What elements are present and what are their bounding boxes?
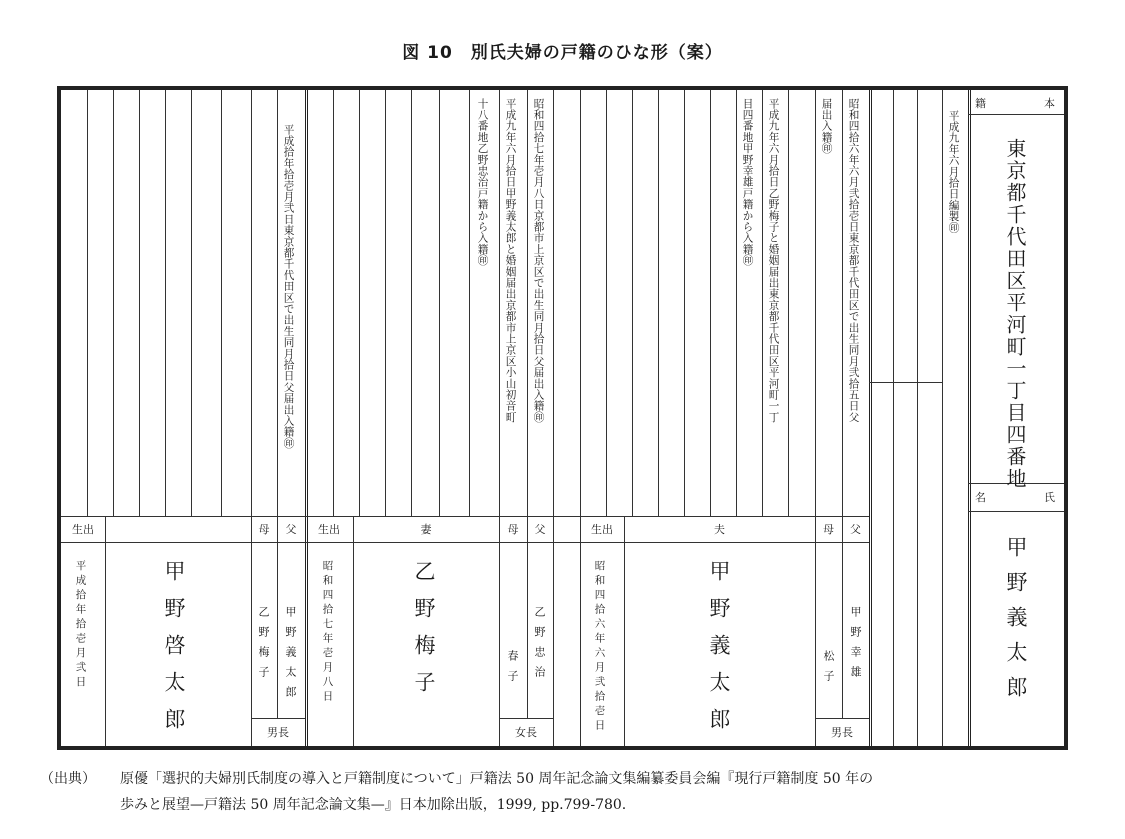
section-divider bbox=[869, 90, 872, 746]
wife-mother-label: 母 bbox=[507, 523, 519, 536]
husband-father-name: 甲野幸雄 bbox=[849, 606, 862, 686]
husband-mother-name: 松子 bbox=[822, 650, 835, 690]
child-birth-label: 生出 bbox=[72, 523, 94, 536]
honseki-label-left: 籍 bbox=[975, 97, 986, 110]
honseki-entry: 平成九年六月拾日編製㊞ bbox=[947, 110, 960, 234]
child-entry-1: 平成拾年拾壱月弐日東京都千代田区で出生同月拾日父届出入籍㊞ bbox=[282, 124, 295, 449]
wife-father-name: 乙野忠治 bbox=[533, 606, 546, 686]
head-name: 甲野義太郎 bbox=[1004, 536, 1028, 711]
section-divider bbox=[968, 90, 971, 746]
husband-order: 男長 bbox=[831, 726, 853, 739]
child-mother-label: 母 bbox=[258, 523, 270, 536]
wife-entry-2: 平成九年六月拾日甲野義太郎と婚姻届出京都市上京区小山初音町 bbox=[504, 98, 517, 423]
wife-birth-label: 生出 bbox=[318, 523, 340, 536]
info-divider bbox=[61, 516, 869, 517]
source-label: （出典） bbox=[40, 771, 96, 787]
section-divider bbox=[553, 90, 554, 746]
honseki-address: 東京都千代田区平河町一丁目四番地 bbox=[1003, 138, 1027, 490]
wife-relation-label: 妻 bbox=[420, 523, 432, 536]
husband-relation-label: 夫 bbox=[714, 523, 725, 536]
husband-entry-1: 昭和四拾六年六月弐拾壱日東京都千代田区で出生同月弐拾五日父 bbox=[847, 98, 860, 423]
wife-entry-3: 十八番地乙野忠治戸籍から入籍㊞ bbox=[476, 98, 489, 266]
head-label-right: 氏 bbox=[1044, 491, 1055, 504]
husband-birth-label: 生出 bbox=[591, 523, 613, 536]
source-line-2: 歩みと展望—戸籍法 50 周年記念論文集—』日本加除出版，1999, pp.799-780. bbox=[120, 797, 627, 813]
child-order: 男長 bbox=[267, 726, 289, 739]
husband-entry-3: 平成九年六月拾日乙野梅子と婚姻届出東京都千代田区平河町一丁 bbox=[767, 98, 780, 423]
order-divider bbox=[499, 718, 553, 719]
head-label-left: 名 bbox=[975, 491, 986, 504]
order-divider bbox=[815, 718, 869, 719]
husband-entry-2: 届出入籍㊞ bbox=[820, 98, 833, 154]
honseki-label-right: 本 bbox=[1044, 97, 1055, 110]
wife-order: 女長 bbox=[515, 726, 537, 739]
header-divider bbox=[61, 542, 869, 543]
husband-mother-label: 母 bbox=[823, 523, 834, 536]
section-divider bbox=[580, 90, 581, 746]
order-divider bbox=[251, 718, 305, 719]
wife-mother-name: 春子 bbox=[506, 650, 519, 690]
wife-name: 乙野梅子 bbox=[412, 560, 436, 708]
wife-father-label: 父 bbox=[534, 523, 546, 536]
husband-entry-4: 目四番地甲野幸雄戸籍から入籍㊞ bbox=[741, 98, 754, 266]
child-father-label: 父 bbox=[285, 523, 297, 536]
source-citation bbox=[40, 766, 1090, 818]
wife-entry-1: 昭和四拾七年壱月八日京都市上京区で出生同月拾日父届出入籍㊞ bbox=[532, 98, 545, 423]
husband-birth-date: 昭和四拾六年六月弐拾壱日 bbox=[593, 560, 606, 734]
child-mother-name: 乙野梅子 bbox=[257, 606, 270, 686]
child-father-name: 甲野義太郎 bbox=[284, 606, 297, 706]
child-name: 甲野啓太郎 bbox=[162, 560, 186, 745]
husband-name: 甲野義太郎 bbox=[707, 560, 731, 745]
wife-birth-date: 昭和四拾七年壱月八日 bbox=[321, 560, 334, 705]
child-birth-date: 平成拾年拾壱月弐日 bbox=[74, 560, 87, 691]
koseki-form bbox=[57, 86, 1068, 750]
figure-title: 図 10 別氏夫婦の戸籍のひな形（案） bbox=[402, 43, 723, 63]
section-divider bbox=[305, 90, 308, 746]
source-line-1: 原優「選択的夫婦別氏制度の導入と戸籍制度について」戸籍法 50 周年記念論文集編纂委員会編『現行戸籍制度 50 年の bbox=[120, 771, 874, 787]
husband-father-label: 父 bbox=[850, 523, 861, 536]
